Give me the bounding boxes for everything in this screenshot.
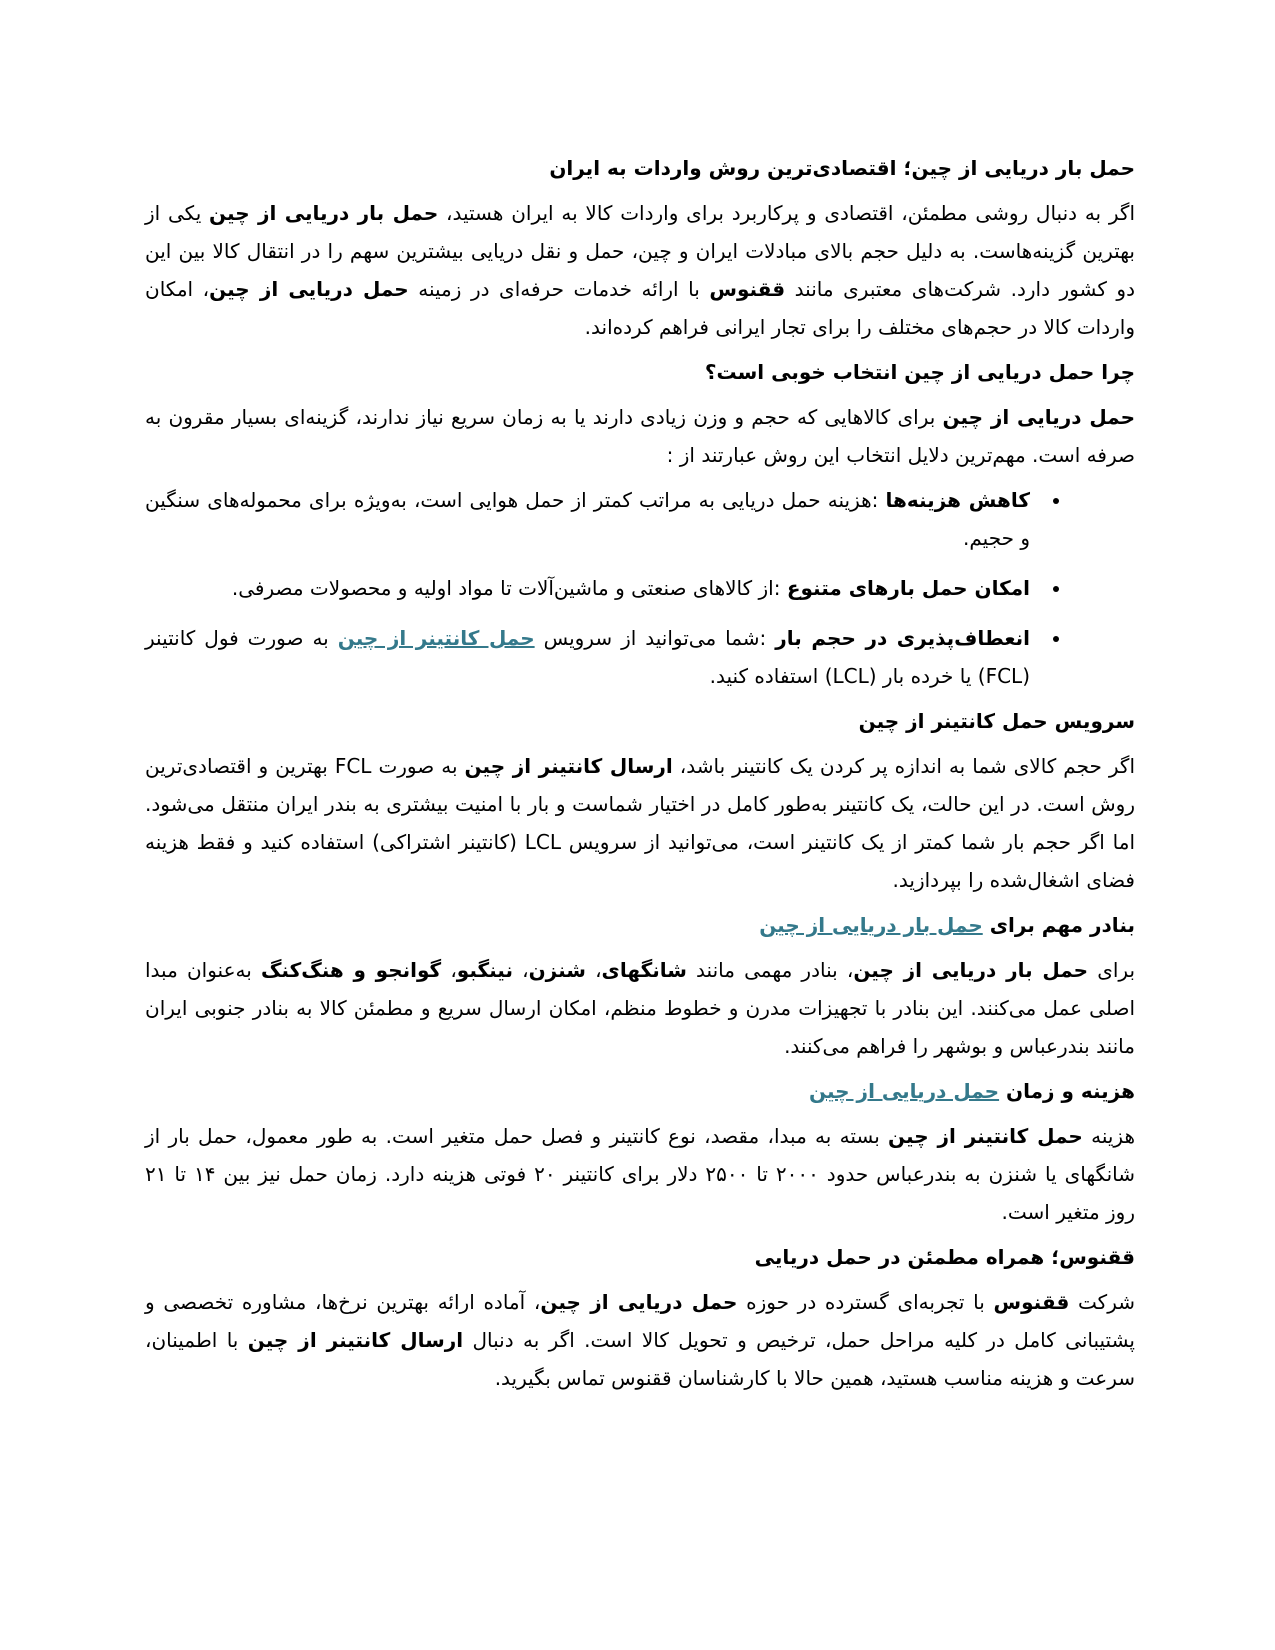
text-run: اگر به دنبال روشی مطمئن، اقتصادی و پرکاربرد برای واردات کالا به ایران هستید، — [438, 201, 1135, 225]
reasons-list — [145, 481, 1135, 695]
text-run: به‌عنوان مبدا اصلی عمل می‌کنند. این بنادر با تجهیزات مدرن و خطوط منظم، امکان ارسال سریع و مطمئن کالا به بنادر جنوبی ایران مانند بندرعباس و بوشهر را فراهم می‌کنند. — [145, 958, 1135, 1058]
text-run: حمل کانتینر از چین — [888, 1124, 1083, 1148]
text-run: سرویس حمل کانتینر از چین — [858, 709, 1135, 733]
heading-important-ports — [145, 906, 1135, 944]
inline-link[interactable]: حمل دریایی از چین — [809, 1079, 1000, 1103]
text-run: به صورت FCL بهترین و اقتصادی‌ترین روش است. در این حالت، یک کانتینر به‌طور کامل در اختیار شماست و بار با امنیت بیشتری به بندر ایران منتقل می‌شود. اما اگر حجم بار شما کمتر از یک کانتینر است، می‌توانید از سرویس LCL (کانتینر اشتراکی) استفاده کنید و فقط هزینه فضای اشغال‌شده را بپردازید. — [145, 754, 1135, 892]
why-paragraph — [145, 398, 1135, 474]
text-run: ققنوس؛ همراه مطمئن در حمل دریایی — [754, 1245, 1135, 1269]
intro-paragraph — [145, 194, 1135, 346]
text-run: هزینه — [1082, 1124, 1136, 1148]
text-run: شرکت — [1069, 1290, 1135, 1314]
text-run: بسته به مبدا، مقصد، نوع کانتینر و فصل حمل متغیر است. به طور معمول، حمل بار از شانگهای یا شنزن به بندرعباس حدود ۲۰۰۰ تا ۲۵۰۰ دلار برای کانتینر ۲۰ فوتی هزینه دارد. زمان حمل نیز بین ۱۴ تا ۲۱ روز متغیر است. — [145, 1124, 1136, 1224]
cost-time-paragraph — [145, 1117, 1135, 1231]
text-run: گوانجو و هنگ‌کنگ — [260, 958, 442, 982]
text-run: حمل دریایی از چین — [209, 277, 409, 301]
text-run: شنزن — [528, 958, 586, 982]
list-item — [145, 569, 1040, 607]
text-run: برای — [1088, 958, 1136, 982]
text-run: شانگهای — [601, 958, 687, 982]
list-item — [145, 619, 1040, 695]
text-run: :شما می‌توانید از سرویس — [534, 626, 776, 650]
text-run: حمل دریایی از چین — [942, 405, 1135, 429]
text-run: ققنوس — [993, 1290, 1070, 1314]
text-run: ققنوس — [709, 277, 786, 301]
text-run: ، آماده ارائه بهترین نرخ‌ها، مشاوره تخصصی و پشتیبانی کامل در کلیه مراحل حمل، ترخیص و تحویل کالا است. اگر به دنبال — [145, 1290, 1135, 1352]
text-run: اگر حجم کالای شما به اندازه پر کردن یک کانتینر باشد، — [672, 754, 1135, 778]
text-run: ، امکان واردات کالا در حجم‌های مختلف را برای تجار ایرانی فراهم کرده‌اند. — [145, 277, 1135, 339]
text-run: کاهش هزینه‌ها — [885, 488, 1030, 512]
text-run: با اطمینان، سرعت و هزینه مناسب هستید، همین حالا با کارشناسان ققنوس تماس بگیرید. — [145, 1328, 1135, 1390]
text-run: به صورت فول کانتینر (FCL) یا خرده بار (LCL) استفاده کنید. — [145, 626, 1030, 688]
text-run: انعطاف‌پذیری در حجم بار — [775, 626, 1031, 650]
heading-cost-and-time — [145, 1072, 1135, 1110]
text-run: حمل بار دریایی از چین؛ اقتصادی‌ترین روش واردات به ایران — [549, 156, 1135, 180]
inline-link[interactable]: حمل کانتینر از چین — [337, 626, 535, 650]
text-run: :هزینه حمل دریایی به مراتب کمتر از حمل هوایی است، به‌ویژه برای محموله‌های سنگین و حجیم. — [145, 488, 1030, 550]
text-run: ، بنادر مهمی مانند — [686, 958, 854, 982]
text-run: چرا حمل دریایی از چین انتخاب خوبی است؟ — [704, 360, 1135, 384]
text-run: بنادر مهم برای — [982, 913, 1135, 937]
text-run: :از کالاهای صنعتی و ماشین‌آلات تا مواد اولیه و محصولات مصرفی. — [231, 576, 787, 600]
text-run: حمل بار دریایی از چین — [209, 201, 439, 225]
heading-container-service — [145, 702, 1135, 740]
text-run: حمل دریایی از چین — [540, 1290, 738, 1314]
text-run: ، — [441, 958, 457, 982]
text-run: ارسال کانتینر از چین — [464, 754, 673, 778]
text-run: ، — [585, 958, 602, 982]
text-run: یکی از بهترین گزینه‌هاست. به دلیل حجم بالای مبادلات ایران و چین، حمل و نقل دریایی بیشترین سهم را در انتقال کالا بین این دو کشور دارد. شرکت‌های معتبری مانند — [145, 201, 1135, 301]
heading-why-good-choice — [145, 353, 1135, 391]
document-body — [145, 149, 1135, 1397]
text-run: ، — [512, 958, 529, 982]
qoqnoos-paragraph — [145, 1283, 1135, 1397]
text-run: هزینه و زمان — [999, 1079, 1135, 1103]
text-run: با تجربه‌ای گسترده در حوزه — [737, 1290, 994, 1314]
ports-paragraph — [145, 951, 1135, 1065]
text-run: حمل بار دریایی از چین — [853, 958, 1089, 982]
text-run: نینگبو — [456, 958, 513, 982]
text-run: ارسال کانتینر از چین — [247, 1328, 464, 1352]
list-item — [145, 481, 1040, 557]
text-run: با ارائه خدمات حرفه‌ای در زمینه — [408, 277, 710, 301]
inline-link[interactable]: حمل بار دریایی از چین — [759, 913, 983, 937]
container-service-paragraph — [145, 747, 1135, 899]
text-run: برای کالاهایی که حجم و وزن زیادی دارند یا به زمان سریع نیاز ندارند، گزینه‌ای بسیار مقرون به صرفه است. مهم‌ترین دلایل انتخاب این روش عبارتند از : — [145, 405, 1135, 467]
text-run: امکان حمل بارهای متنوع — [786, 576, 1030, 600]
title-sea-freight-from-china — [145, 149, 1135, 187]
heading-qoqnoos-partner — [145, 1238, 1135, 1276]
